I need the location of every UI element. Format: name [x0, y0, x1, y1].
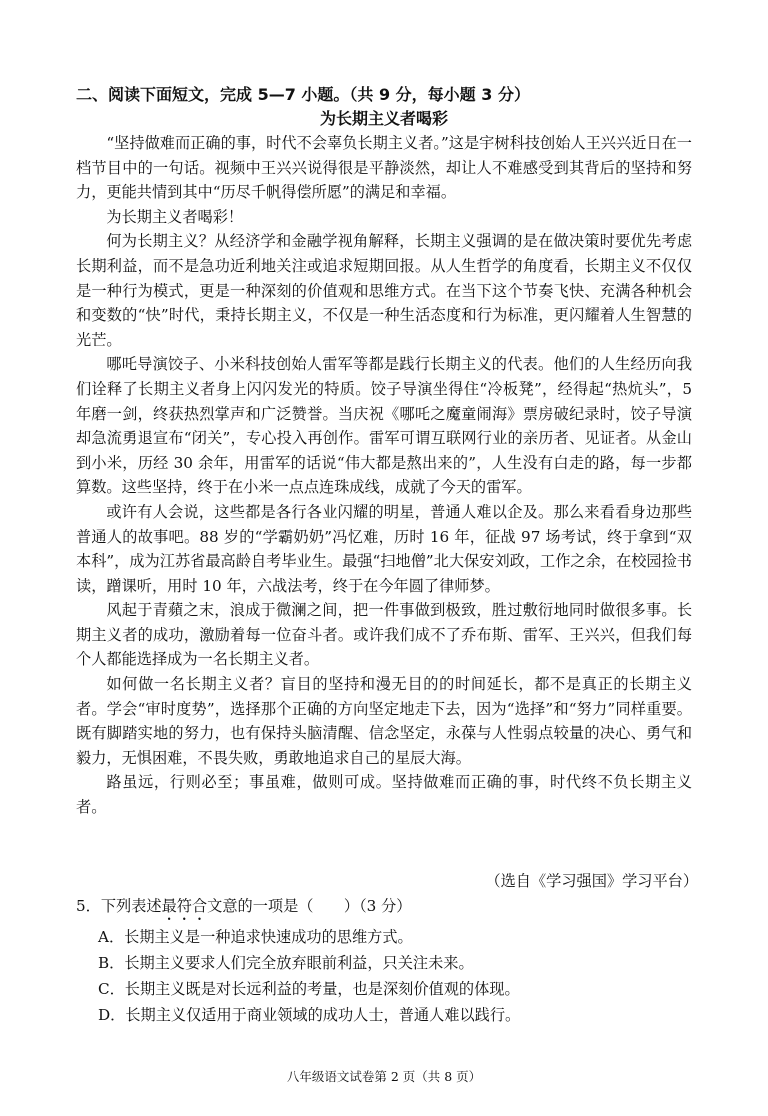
- article-paragraph: 哪吒导演饺子、小米科技创始人雷军等都是践行长期主义的代表。他们的人生经历向我们诠释了长期主义者身上闪闪发光的特质。饺子导演坐得住“冷板凳”，经得起“热炕头”，5 年磨一剑，终获热烈掌声和广泛赞誉。当庆祝《哪吒之魔童闹海》票房破纪录时，饺子导演却急流勇退宣布“闭关”，专心投入再创作。雷军可谓互联网行业的亲历者、见证者。从金山到小米，历经 30 余年，用雷军的话说“伟大都是熬出来的”，人生没有白走的路，每一步都算数。这些坚持，终于在小米一点点连珠成线，成就了今天的雷军。: [76, 355, 692, 497]
- option-d: D．长期主义仅适用于商业领域的成功人士，普通人难以践行。: [98, 1006, 521, 1024]
- question-stem: [76, 893, 696, 924]
- article-paragraph: 风起于青蘋之末，浪成于微澜之间，把一件事做到极致，胜过敷衍地同时做很多事。长期主义者的成功，激励着每一位奋斗者。或许我们成不了乔布斯、雷军、王兴兴，但我们每个人都能选择成为一名长期主义者。: [76, 601, 692, 669]
- article-title: 为长期主义者喝彩: [319, 109, 448, 128]
- article-paragraph: 为长期主义者喝彩！: [106, 207, 244, 226]
- article-paragraph: 如何做一名长期主义者？盲目的坚持和漫无目的的时间延长，都不是真正的长期主义者。学会“审时度势”，选择那个正确的方向坚定地走下去，因为“选择”和“努力”同样重要。既有脚踏实地的努力，也有保持头脑清醒、信念坚定，永葆与人性弱点较量的决心、勇气和毅力，无惧困难，不畏失败，勇敢地追求自己的星辰大海。: [76, 675, 692, 767]
- article-paragraph: 何为长期主义？从经济学和金融学视角解释，长期主义强调的是在做决策时要优先考虑长期利益，而不是急功近利地关注或追求短期回报。从人生哲学的角度看，长期主义不仅仅是一种行为模式，更是一种深刻的价值观和思维方式。在当下这个节奏飞快、充满各种机会和变数的“快”时代，秉持长期主义，不仅是一种生活态度和行为标准，更闪耀着人生智慧的光芒。: [76, 232, 692, 349]
- question-stem-after: 文意的一项是（ ）（3 分）: [207, 897, 412, 915]
- article-paragraph: “坚持做难而正确的事，时代不会辜负长期主义者。”这是宇树科技创始人王兴兴近日在一档节目中的一句话。视频中王兴兴说得很是平静淡然，却让人不难感受到其背后的坚持和努力，更能共情到其中“历尽千帆得偿所愿”的满足和幸福。: [76, 134, 692, 202]
- section-heading: 二、阅读下面短文，完成 5—7 小题。（共 9 分，每小题 3 分）: [76, 85, 530, 104]
- article-paragraph: 或许有人会说，这些都是各行各业闪耀的明星，普通人难以企及。那么来看看身边那些普通人的故事吧。88 岁的“学霸奶奶”冯忆难，历时 16 年，征战 97 场考试，终于拿到“双本科”，成为江苏省最高龄自考毕业生。最强“扫地僧”北大保安刘政，工作之余，在校园捡书读，蹭课听，用时 10 年，六战法考，终于在今年圆了律师梦。: [76, 502, 692, 595]
- question-stem-emphasis: 最符合: [161, 897, 208, 915]
- article-body: [76, 131, 692, 820]
- option-a: A．长期主义是一种追求快速成功的思维方式。: [98, 928, 413, 946]
- article-paragraph: 路虽远，行则必至；事虽难，做则可成。坚持做难而正确的事，时代终不负长期主义者。: [76, 773, 692, 817]
- question-5: [76, 893, 696, 1028]
- option-c: C．长期主义既是对长远利益的考量，也是深刻价值观的体现。: [98, 980, 520, 998]
- article-source: （选自《学习强国》学习平台）: [485, 872, 698, 890]
- option-b: B．长期主义要求人们完全放弃眼前利益，只关注未来。: [98, 954, 474, 972]
- question-stem-before: 下列表述: [100, 897, 162, 915]
- page-footer: 八年级语文试卷第 2 页（共 8 页）: [286, 1069, 482, 1084]
- question-number: 5．: [76, 897, 101, 915]
